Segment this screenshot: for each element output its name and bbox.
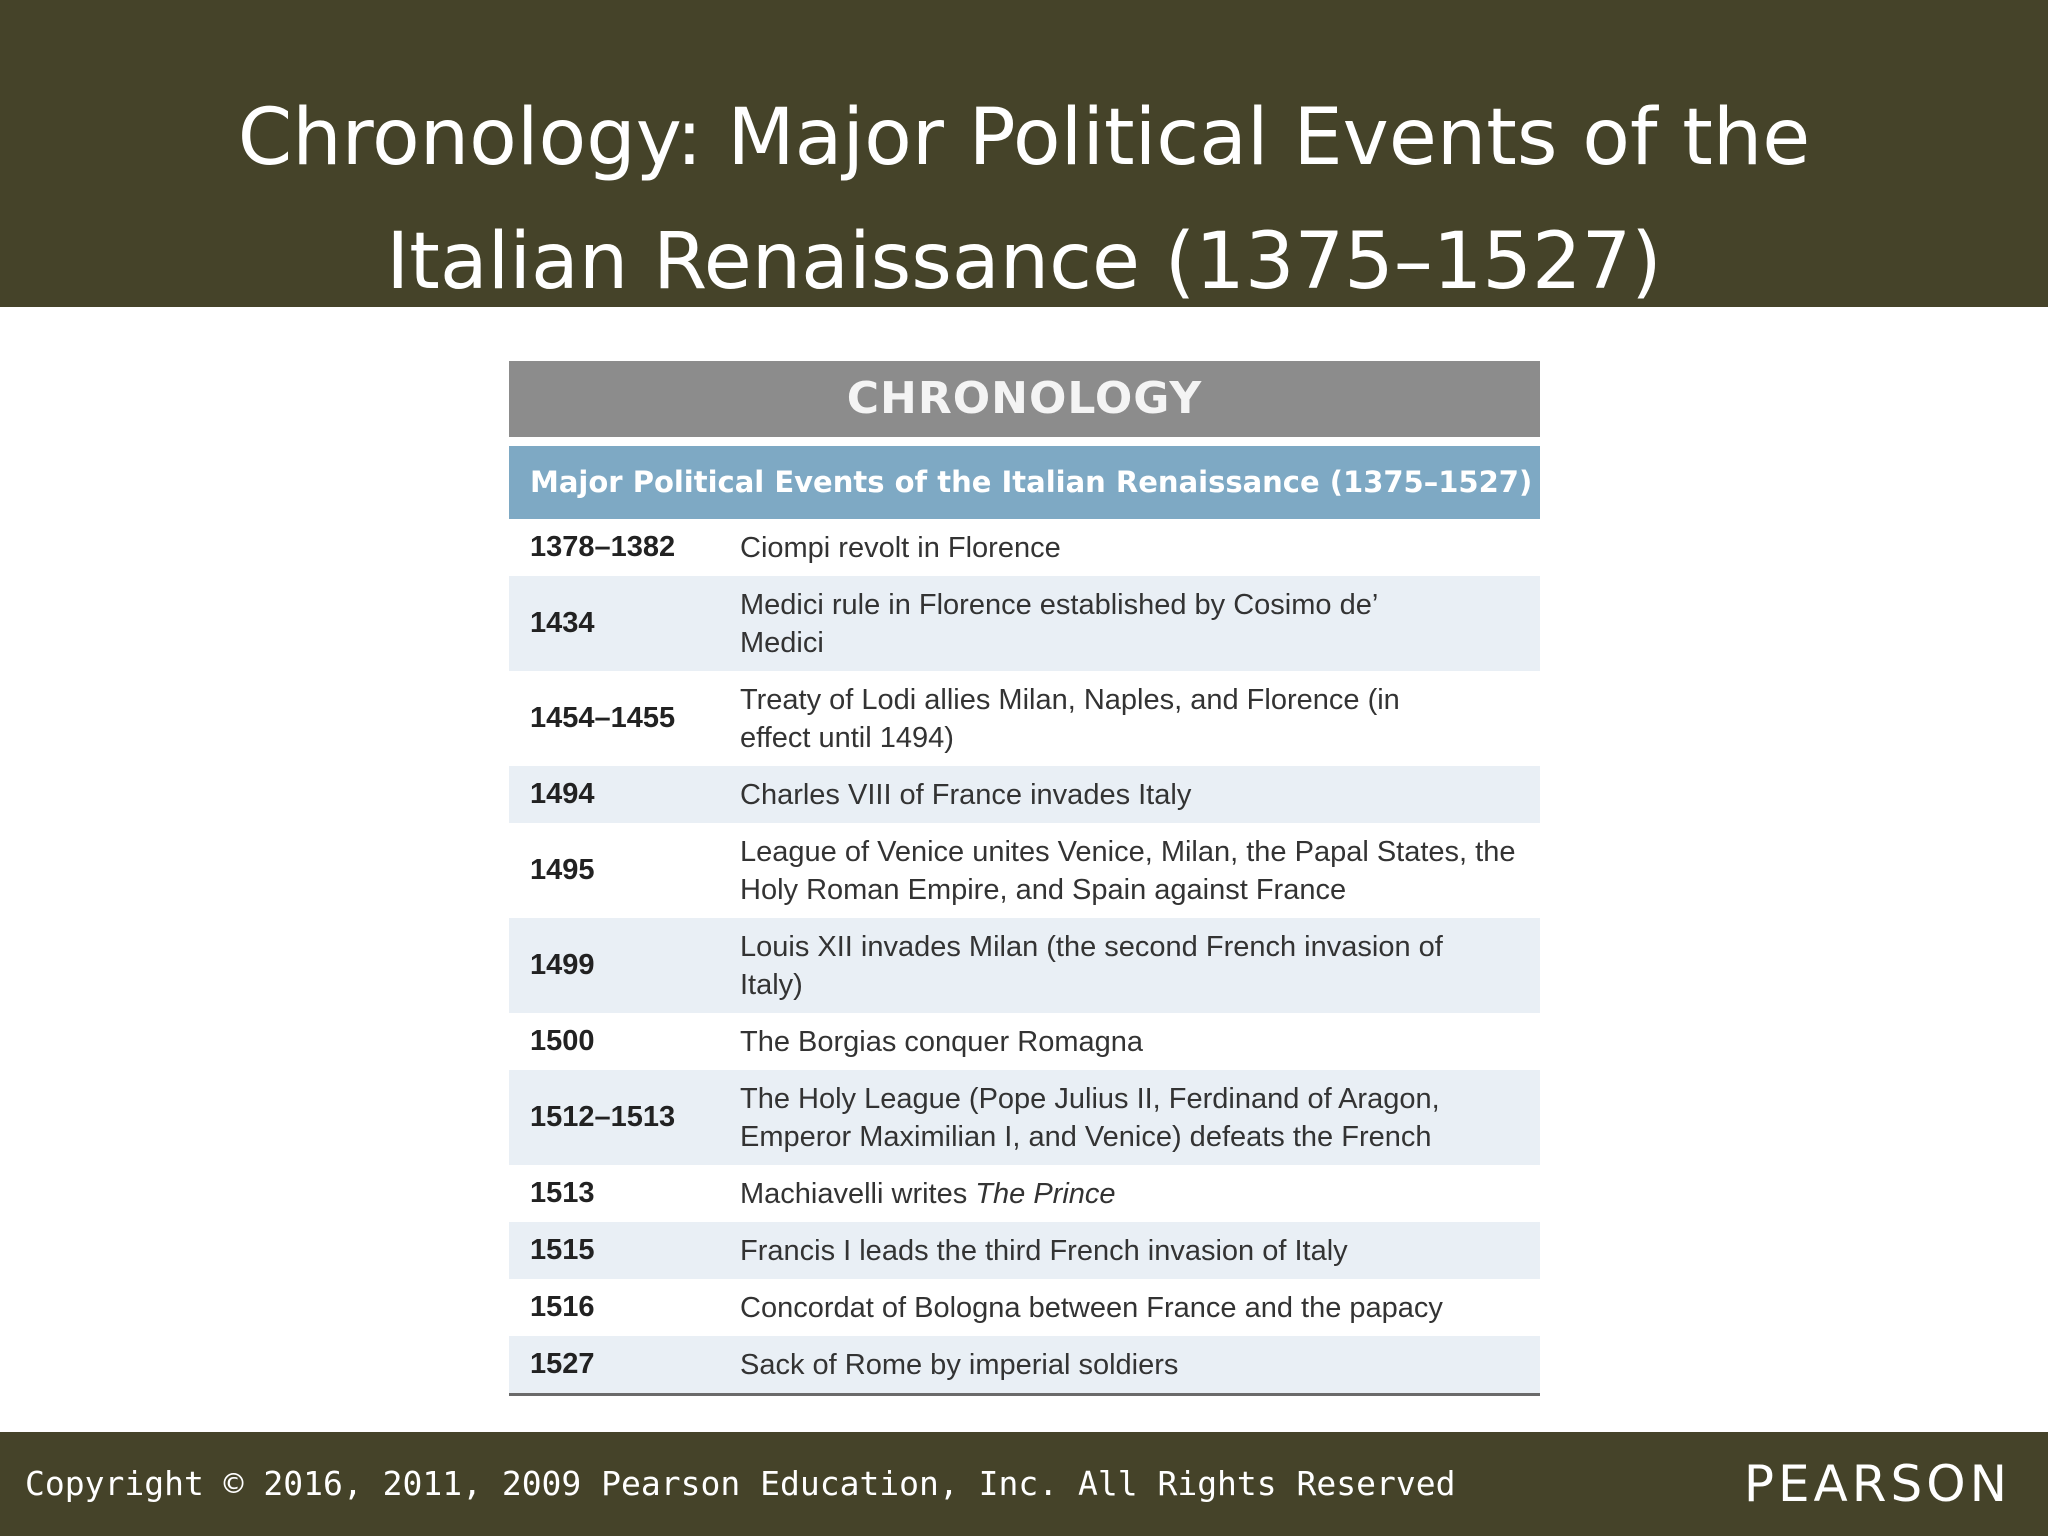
table-bottom-rule	[509, 1393, 1540, 1396]
chronology-subheader: Major Political Events of the Italian Renaissance (1375–1527)	[509, 446, 1540, 519]
chronology-table	[509, 361, 1540, 1396]
copyright-text: Copyright © 2016, 2011, 2009 Pearson Education, Inc. All Rights Reserved	[25, 1464, 1456, 1503]
row-year: 1527	[530, 1348, 595, 1380]
pearson-logo: PEARSON	[1743, 1455, 2011, 1513]
slide-title-line-2: Italian Renaissance (1375–1527)	[386, 217, 1662, 307]
slide-title-line-1: Chronology: Major Political Events of the	[237, 93, 1811, 183]
book-title: The Prince	[975, 1177, 1116, 1210]
row-event: The Holy League (Pope Julius II, Ferdinand of Aragon, Emperor Maximilian I, and Venice) defeats the French	[740, 1082, 1440, 1153]
row-year: 1454–1455	[530, 702, 676, 734]
row-year: 1499	[530, 949, 595, 981]
row-year: 1495	[530, 854, 595, 886]
table-row	[509, 1013, 1540, 1070]
table-row	[509, 823, 1540, 918]
row-event: Ciompi revolt in Florence	[740, 531, 1061, 564]
table-row	[509, 671, 1540, 766]
table-row	[509, 1222, 1540, 1279]
row-event: Treaty of Lodi allies Milan, Naples, and Florence (in effect until 1494)	[740, 683, 1400, 754]
row-event: The Borgias conquer Romagna	[740, 1025, 1144, 1058]
row-event: Medici rule in Florence established by Cosimo de’ Medici	[740, 588, 1378, 659]
table-row	[509, 519, 1540, 576]
row-year: 1512–1513	[530, 1101, 676, 1133]
table-row	[509, 918, 1540, 1013]
row-event: Sack of Rome by imperial soldiers	[740, 1348, 1179, 1381]
title-band	[0, 0, 2048, 307]
row-event: Francis I leads the third French invasion of Italy	[740, 1234, 1348, 1267]
table-row	[509, 1279, 1540, 1336]
row-event: League of Venice unites Venice, Milan, the Papal States, the Holy Roman Empire, and Spain against France	[740, 835, 1516, 906]
table-row	[509, 1070, 1540, 1165]
row-event: Charles VIII of France invades Italy	[740, 778, 1192, 811]
table-row	[509, 1165, 1540, 1222]
row-event: Louis XII invades Milan (the second French invasion of Italy)	[740, 930, 1443, 1001]
table-row	[509, 766, 1540, 823]
row-event-text: Machiavelli writes	[740, 1177, 976, 1210]
chronology-header: CHRONOLOGY	[509, 361, 1540, 437]
row-year: 1378–1382	[530, 531, 676, 563]
header-gap	[509, 437, 1540, 446]
row-year: 1494	[530, 778, 595, 810]
row-year: 1515	[530, 1234, 595, 1266]
row-year: 1500	[530, 1025, 595, 1057]
row-year: 1434	[530, 607, 595, 639]
row-year: 1513	[530, 1177, 595, 1209]
table-row	[509, 576, 1540, 671]
footer-band	[0, 1432, 2048, 1536]
slide-title	[0, 76, 2048, 324]
row-event: Concordat of Bologna between France and the papacy	[740, 1291, 1443, 1324]
table-row	[509, 1336, 1540, 1393]
row-event	[711, 1175, 1136, 1213]
row-year: 1516	[530, 1291, 595, 1323]
